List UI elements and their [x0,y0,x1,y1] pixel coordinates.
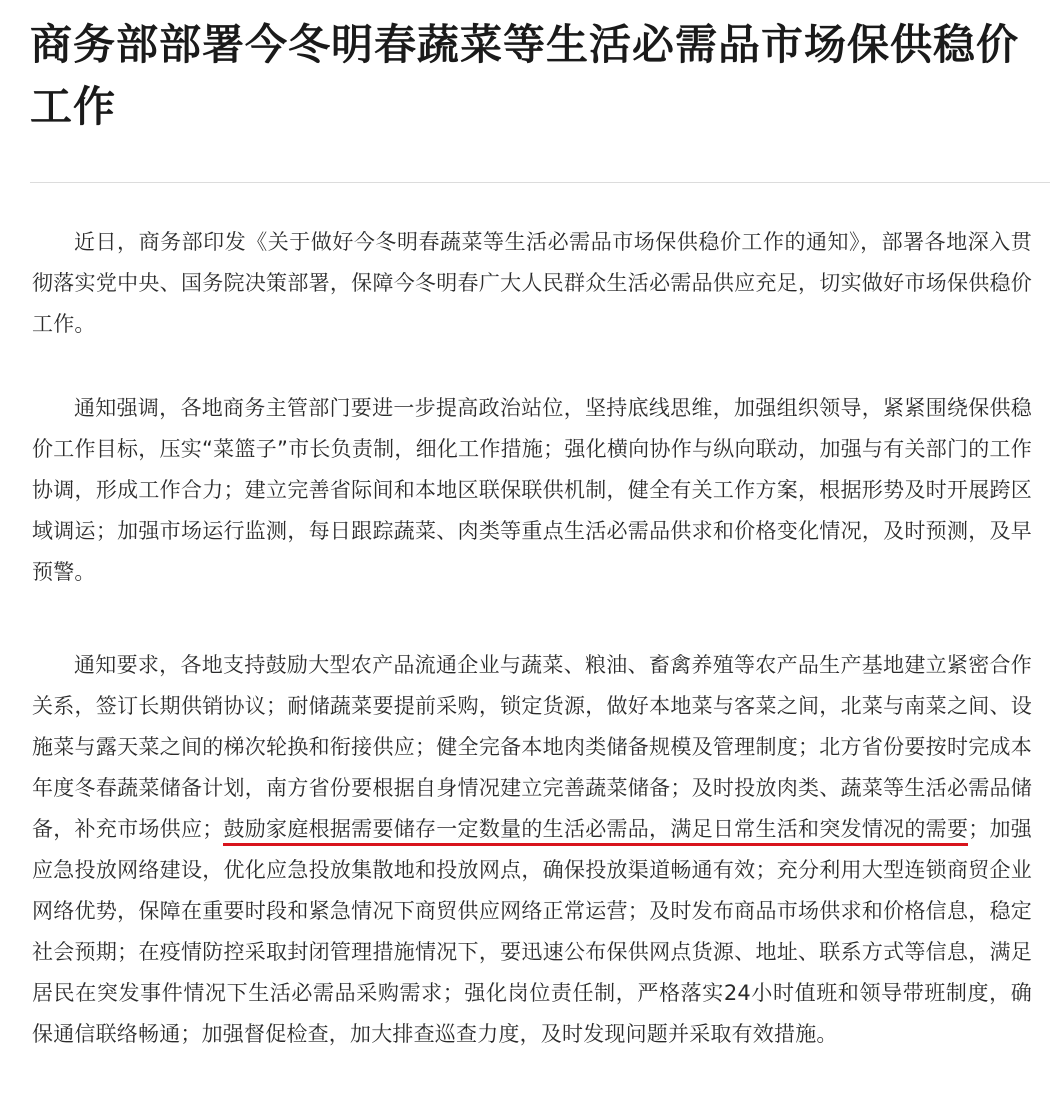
paragraph-emphasis: 通知强调，各地商务主管部门要进一步提高政治站位，坚持底线思维，加强组织领导，紧紧围绕保供稳价工作目标，压实“菜篮子”市长负责制，细化工作措施；强化横向协作与纵向联动，加强与有关部门的工作协调，形成工作合力；建立完善省际间和本地区联保联供机制，健全有关工作方案，根据形势及时开展跨区域调运；加强市场运行监测，每日跟踪蔬菜、肉类等重点生活必需品供求和价格变化情况，及时预测，及早预警。 [32,396,1032,584]
article-title: 商务部部署今冬明春蔬菜等生活必需品市场保供稳价工作 [30,20,1020,131]
paragraph-requirements-after: ；加强应急投放网络建设，优化应急投放集散地和投放网点，确保投放渠道畅通有效；充分利用大型连锁商贸企业网络优势，保障在重要时段和紧急情况下商贸供应网络正常运营；及时发布商品市场供求和价格信息，稳定社会预期；在疫情防控采取封闭管理措施情况下，要迅速公布保供网点货源、地址、联系方式等信息，满足居民在突发事件情况下生活必需品采购需求；强化岗位责任制，严格落实24小时值班和领导带班制度，确保通信联络畅通；加强督促检查，加大排查巡查力度，及时发现问题并采取有效措施。 [32,817,1032,1046]
paragraph-requirements [32,645,1032,1055]
title-divider [30,182,1050,183]
paragraph-intro: 近日，商务部印发《关于做好今冬明春蔬菜等生活必需品市场保供稳价工作的通知》，部署各地深入贯彻落实党中央、国务院决策部署，保障今冬明春广大人民群众生活必需品供应充足，切实做好市场保供稳价工作。 [32,230,1032,336]
highlighted-sentence: 鼓励家庭根据需要储存一定数量的生活必需品，满足日常生活和突发情况的需要 [223,817,968,846]
paragraph-requirements-before: 通知要求，各地支持鼓励大型农产品流通企业与蔬菜、粮油、畜禽养殖等农产品生产基地建立紧密合作关系，签订长期供销协议；耐储蔬菜要提前采购，锁定货源，做好本地菜与客菜之间，北菜与南菜之间、设施菜与露天菜之间的梯次轮换和衔接供应；健全完备本地肉类储备规模及管理制度；北方省份要按时完成本年度冬春蔬菜储备计划，南方省份要根据自身情况建立完善蔬菜储备；及时投放肉类、蔬菜等生活必需品储备，补充市场供应； [32,653,1032,841]
